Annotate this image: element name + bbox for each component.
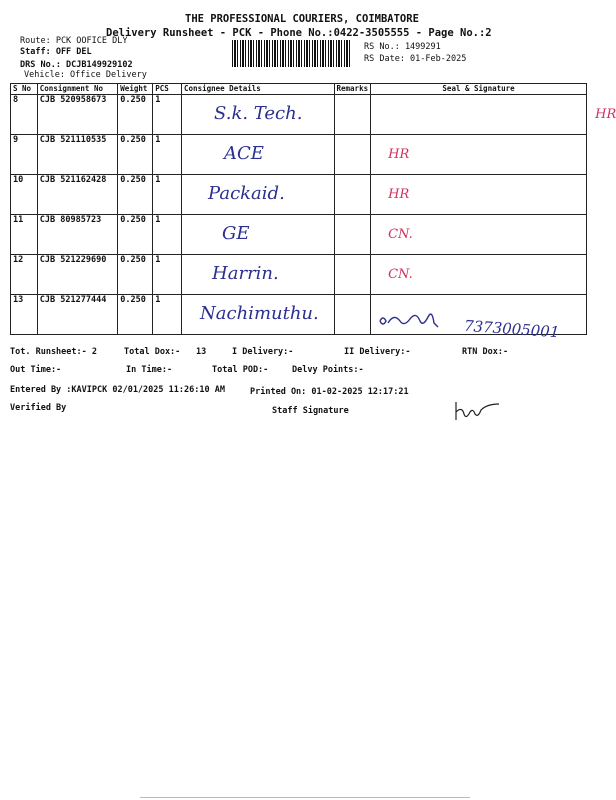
ii-delivery: II Delivery:-: [344, 347, 411, 357]
cell-consignment: CJB 80985723: [37, 215, 118, 255]
staff-signature-mark: [452, 400, 508, 422]
consignee-handwriting: GE: [222, 223, 250, 244]
cell-seal: [371, 215, 587, 255]
page-bottom-line: [140, 797, 470, 798]
consignee-handwriting: Nachimuthu.: [200, 303, 319, 324]
cell-weight: 0.250: [118, 95, 153, 135]
consignee-handwriting: ACE: [224, 143, 264, 164]
cell-consignee: [182, 295, 334, 335]
header-seal: Seal & Signature: [371, 84, 587, 95]
runsheet-table: [10, 83, 616, 335]
header-consignment: Consignment No: [37, 84, 118, 95]
cell-pcs: 1: [153, 295, 182, 335]
cell-pcs: 1: [153, 95, 182, 135]
cell-weight: 0.250: [118, 295, 153, 335]
delvy-points: Delvy Points:-: [292, 365, 364, 375]
rs-number: RS No.: 1499291: [364, 42, 441, 52]
signature-mark: [378, 311, 458, 333]
out-time: Out Time:-: [10, 365, 62, 375]
seal-handwriting: HR: [595, 107, 616, 122]
rtn-dox: RTN Dox:-: [462, 347, 509, 357]
cell-remarks: [334, 215, 371, 255]
cell-seal: [371, 175, 587, 215]
cell-consignee: [182, 215, 334, 255]
vehicle-label: Vehicle: Office Delivery: [24, 70, 147, 80]
cell-weight: 0.250: [118, 215, 153, 255]
seal-handwriting: HR: [388, 147, 410, 162]
cell-consignment: CJB 521110535: [37, 135, 118, 175]
staff-label: Staff: OFF DEL: [20, 47, 92, 57]
header-sno: S No: [11, 84, 38, 95]
cell-sno: 13: [11, 295, 38, 335]
rs-date: RS Date: 01-Feb-2025: [364, 54, 467, 64]
table-row: [11, 215, 587, 255]
total-dox-value: 13: [196, 347, 207, 357]
staff-signature-label: Staff Signature: [272, 406, 349, 416]
in-time: In Time:-: [126, 365, 173, 375]
cell-remarks: [334, 255, 371, 295]
company-name: THE PROFESSIONAL COURIERS, COIMBATORE: [185, 13, 419, 25]
cell-sno: 8: [11, 95, 38, 135]
printed-on: Printed On: 01-02-2025 12:17:21: [250, 387, 409, 397]
seal-handwriting: CN.: [388, 267, 413, 282]
cell-consignee: [182, 175, 334, 215]
consignee-handwriting: Packaid.: [208, 183, 285, 204]
cell-sno: 9: [11, 135, 38, 175]
cell-consignment: CJB 521277444: [37, 295, 118, 335]
consignee-handwriting: S.k. Tech.: [214, 103, 303, 124]
cell-seal: [371, 135, 587, 175]
cell-pcs: 1: [153, 255, 182, 295]
cell-sno: 11: [11, 215, 38, 255]
table-row: [11, 255, 587, 295]
cell-remarks: [334, 135, 371, 175]
seal-handwriting: CN.: [388, 227, 413, 242]
runsheet-title: Delivery Runsheet - PCK - Phone No.:0422-3505555 - Page No.:2: [106, 27, 492, 39]
cell-weight: 0.250: [118, 255, 153, 295]
route-label: Route: PCK OOFICE DLY: [20, 36, 128, 46]
header-weight: Weight: [118, 84, 153, 95]
drs-number: DRS No.: DCJB149929102: [20, 60, 133, 70]
header-pcs: PCS: [153, 84, 182, 95]
total-pod: Total POD:-: [212, 365, 269, 375]
table-row: [11, 135, 587, 175]
table-row: [11, 175, 587, 215]
cell-seal: [371, 95, 616, 135]
cell-remarks: [334, 295, 371, 335]
cell-consignment: CJB 520958673: [37, 95, 118, 135]
cell-pcs: 1: [153, 175, 182, 215]
table-header-row: [11, 84, 587, 95]
phone-handwriting: 7373005001: [463, 316, 560, 342]
i-delivery: I Delivery:-: [232, 347, 294, 357]
cell-consignee: [182, 255, 334, 295]
cell-weight: 0.250: [118, 175, 153, 215]
barcode: [232, 40, 350, 67]
consignee-handwriting: Harrin.: [212, 263, 279, 284]
cell-weight: 0.250: [118, 135, 153, 175]
total-dox: Total Dox:-: [124, 347, 181, 357]
cell-sno: 12: [11, 255, 38, 295]
cell-pcs: 1: [153, 215, 182, 255]
cell-consignment: CJB 521162428: [37, 175, 118, 215]
header-consignee: Consignee Details: [182, 84, 334, 95]
cell-remarks: [334, 95, 371, 135]
cell-consignment: CJB 521229690: [37, 255, 118, 295]
entered-by: Entered By :KAVIPCK 02/01/2025 11:26:10 AM: [10, 385, 225, 395]
cell-consignee: [182, 135, 334, 175]
cell-pcs: 1: [153, 135, 182, 175]
cell-remarks: [334, 175, 371, 215]
cell-seal: [371, 255, 587, 295]
verified-by: Verified By: [10, 403, 67, 413]
table-row: [11, 95, 587, 135]
header-remarks: Remarks: [334, 84, 371, 95]
seal-handwriting: HR: [388, 187, 410, 202]
tot-runsheet: Tot. Runsheet:- 2: [10, 347, 97, 357]
cell-consignee: [182, 95, 334, 135]
cell-sno: 10: [11, 175, 38, 215]
